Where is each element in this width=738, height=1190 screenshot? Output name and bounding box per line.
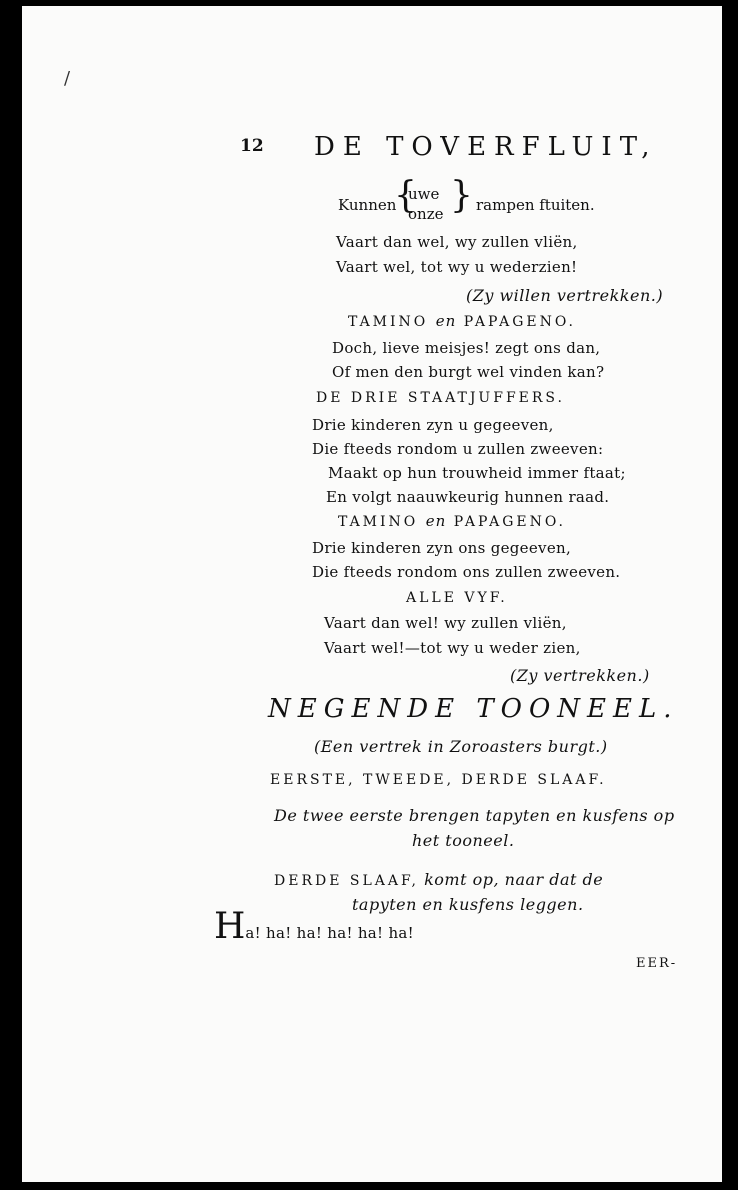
verse-line: Vaart wel, tot wy u wederzien! — [336, 258, 578, 276]
verse-line: Vaart dan wel, wy zullen vliën, — [336, 233, 578, 251]
page-number: 12 — [240, 136, 264, 156]
right-brace: } — [450, 175, 473, 216]
stage-direction: (Zy willen vertrekken.) — [466, 286, 664, 305]
stage-direction: (Zy vertrekken.) — [510, 666, 650, 685]
speaker-heading: DE DRIE STAATJUFFERS. — [316, 390, 565, 406]
verse-line: Of men den burgt wel vinden kan? — [332, 363, 605, 381]
brace-options — [408, 184, 443, 224]
verse-line: Doch, lieve meisjes! zegt ons dan, — [332, 339, 601, 357]
scene-title: NEGENDE TOONEEL. — [268, 694, 679, 724]
verse-line: Drie kinderen zyn ons gegeeven, — [312, 539, 572, 557]
speaker-conjunction: en — [425, 512, 447, 530]
speaker-name: TAMINO — [348, 314, 429, 330]
left-brace: { — [394, 175, 417, 216]
brace-prefix: Kunnen — [338, 196, 397, 214]
brace-option-1: uwe — [408, 185, 440, 203]
brace-suffix: rampen ftuiten. — [476, 196, 595, 214]
verse-line: Maakt op hun trouwheid immer ftaat; — [328, 464, 626, 482]
brace-line — [338, 175, 638, 230]
speaker-heading: ALLE VYF. — [406, 590, 508, 606]
speaker-conjunction: en — [435, 312, 457, 330]
speaker-direction: komt op, naar dat de — [424, 870, 604, 889]
verse-line: Die fteeds rondom u zullen zweeven: — [312, 440, 604, 458]
stage-direction: het tooneel. — [412, 831, 515, 850]
running-title: DE TOVERFLUIT, — [314, 132, 658, 162]
speaker-name: PAPAGENO. — [463, 314, 576, 330]
speaker-name: DERDE SLAAF, — [274, 873, 419, 889]
stage-direction: De twee eerste brengen tapyten en kusfens op — [274, 806, 675, 825]
verse-line: En volgt naauwkeurig hunnen raad. — [326, 488, 610, 506]
verse-line: Vaart wel!—tot wy u weder zien, — [324, 639, 581, 657]
verse-line: Die fteeds rondom ons zullen zweeven. — [312, 563, 621, 581]
speaker-heading — [274, 870, 603, 889]
drop-capital: H — [214, 906, 246, 947]
dialogue-text: a! ha! ha! ha! ha! ha! — [245, 924, 414, 942]
book-page — [22, 6, 722, 1182]
verse-line: Vaart dan wel! wy zullen vliën, — [324, 614, 567, 632]
speaker-name: TAMINO — [338, 514, 419, 530]
speaker-direction: tapyten en kusfens leggen. — [352, 895, 584, 914]
catchword: EER- — [636, 956, 678, 971]
pencil-mark: / — [64, 68, 71, 89]
brace-option-2: onze — [408, 205, 444, 223]
speaker-heading — [338, 512, 566, 530]
character-list: EERSTE, TWEEDE, DERDE SLAAF. — [270, 772, 607, 788]
dialogue-line — [214, 906, 414, 947]
speaker-heading — [348, 312, 576, 330]
speaker-name: PAPAGENO. — [453, 514, 566, 530]
scene-setting: (Een vertrek in Zoroasters burgt.) — [314, 737, 608, 756]
verse-line: Drie kinderen zyn u gegeeven, — [312, 416, 554, 434]
